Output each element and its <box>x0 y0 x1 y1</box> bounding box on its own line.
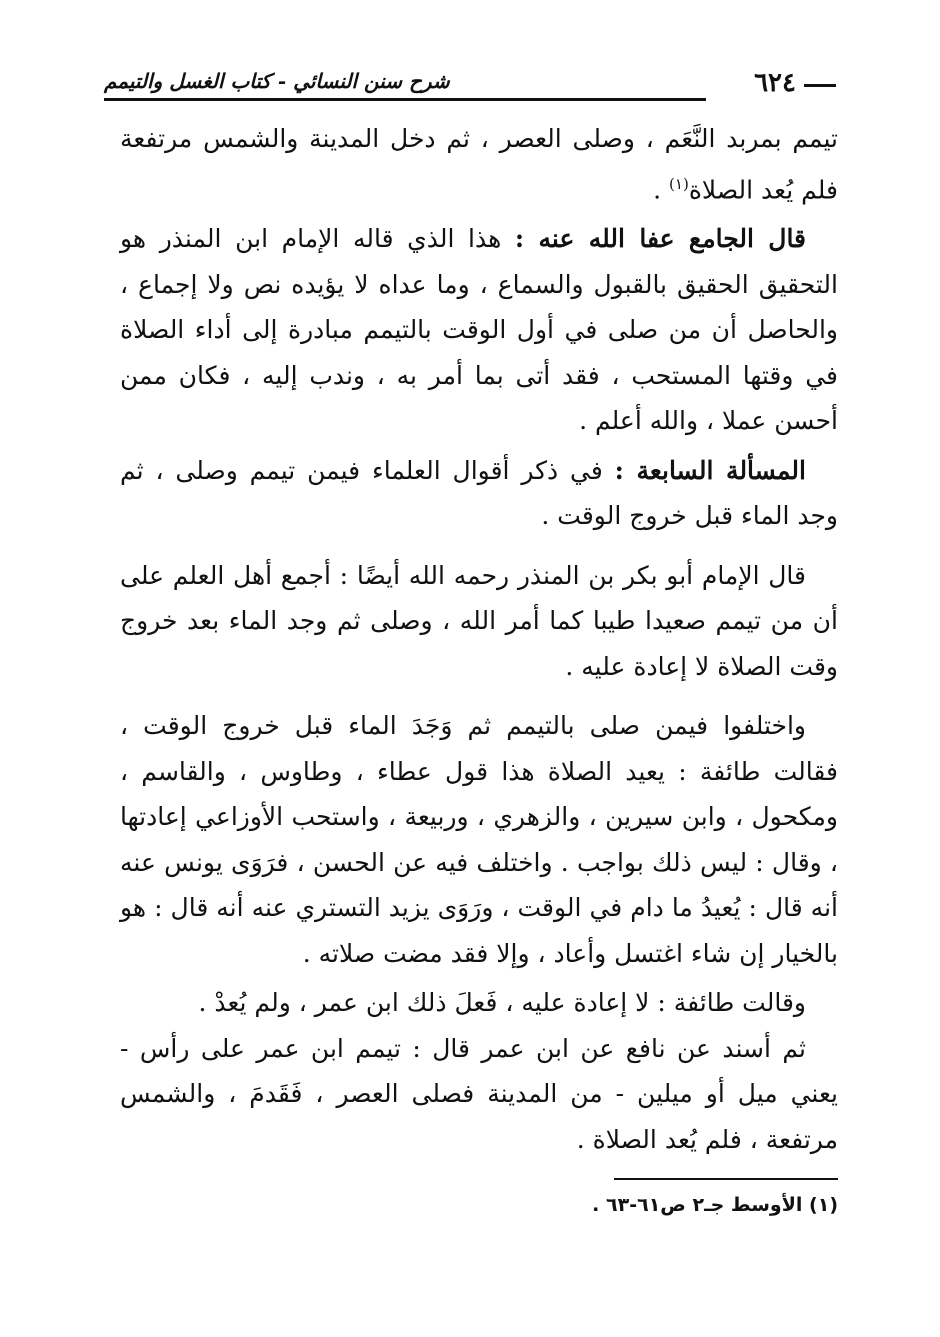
paragraph-2 <box>120 216 838 444</box>
footnote-separator <box>614 1178 838 1180</box>
paragraph-text: واختلفوا فيمن صلى بالتيمم ثم وَجَدَ الماء قبل خروج الوقت ، فقالت طائفة : يعيد الصلاة هذا قول عطاء ، وطاوس ، والقاسم ، ومكحول ، وابن سيرين ، والزهري ، وربيعة ، واستحب الأوزاعي إعادتها ، وقال : ليس ذلك بواجب . واختلف فيه عن الحسن ، فرَوَى يونس عنه أنه قال : يُعيدُ ما دام في الوقت ، ورَوَى يزيد التستري عنه أنه قال : هو بالخيار إن شاء اغتسل وأعاد ، وإلا فقد مضت صلاته . <box>120 711 838 968</box>
header-dash <box>804 84 836 87</box>
paragraph-3 <box>120 448 838 539</box>
footnote-marker: (١) <box>669 174 689 193</box>
paragraph-7 <box>120 1026 838 1163</box>
paragraph-1 <box>120 116 838 212</box>
footnote: (١) الأوسط جـ٢ ص٦١-٦٣ . <box>592 1194 838 1216</box>
page-number: ٦٢٤ <box>754 68 796 98</box>
paragraph-lead: قال الجامع عفا الله عنه : <box>514 224 807 254</box>
paragraph-text: في ذكر أقوال العلماء فيمن تيمم وصلى ، ثم وجد الماء قبل خروج الوقت . <box>120 455 838 531</box>
paragraph-tail: . <box>653 174 670 204</box>
running-header <box>96 68 836 98</box>
paragraph-lead: المسألة السابعة : <box>614 455 806 485</box>
paragraph-6 <box>120 980 838 1026</box>
paragraph-text: تيمم بمربد النَّعَم ، وصلى العصر ، ثم دخل المدينة والشمس مرتفعة فلم يُعد الصلاة <box>120 124 838 204</box>
paragraph-text: قال الإمام أبو بكر بن المنذر رحمه الله أيضًا : أجمع أهل العلم على أن من تيمم صعيدا طيبا كما أمر الله ، وصلى ثم وجد الماء بعد خروج وقت الصلاة لا إعادة عليه . <box>120 560 838 681</box>
paragraph-text: ثم أسند عن نافع عن ابن عمر قال : تيمم ابن عمر على رأس - يعني ميل أو ميلين - من المدينة فصلى العصر ، فَقَدمَ ، والشمس مرتفعة ، فلم يُعد الصلاة . <box>120 1033 838 1154</box>
running-title: شرح سنن النسائي - كتاب الغسل والتيمم <box>104 69 450 93</box>
paragraph-5 <box>120 703 838 976</box>
header-rule <box>104 98 706 101</box>
paragraph-text: هذا الذي قاله الإمام ابن المنذر هو التحقيق الحقيق بالقبول والسماع ، وما عداه لا يؤيده نص ولا إجماع ، والحاصل أن من صلى في أول الوقت بالتيمم مبادرة إلى أداء الصلاة في وقتها المستحب ، فقد أتى بما أمر به ، وندب إليه ، فكان ممن أحسن عملا ، والله أعلم . <box>120 224 838 436</box>
body-text <box>120 116 838 1162</box>
paragraph-text: وقالت طائفة : لا إعادة عليه ، فَعلَ ذلك ابن عمر ، ولم يُعدْ . <box>198 988 806 1018</box>
paragraph-4 <box>120 553 838 690</box>
